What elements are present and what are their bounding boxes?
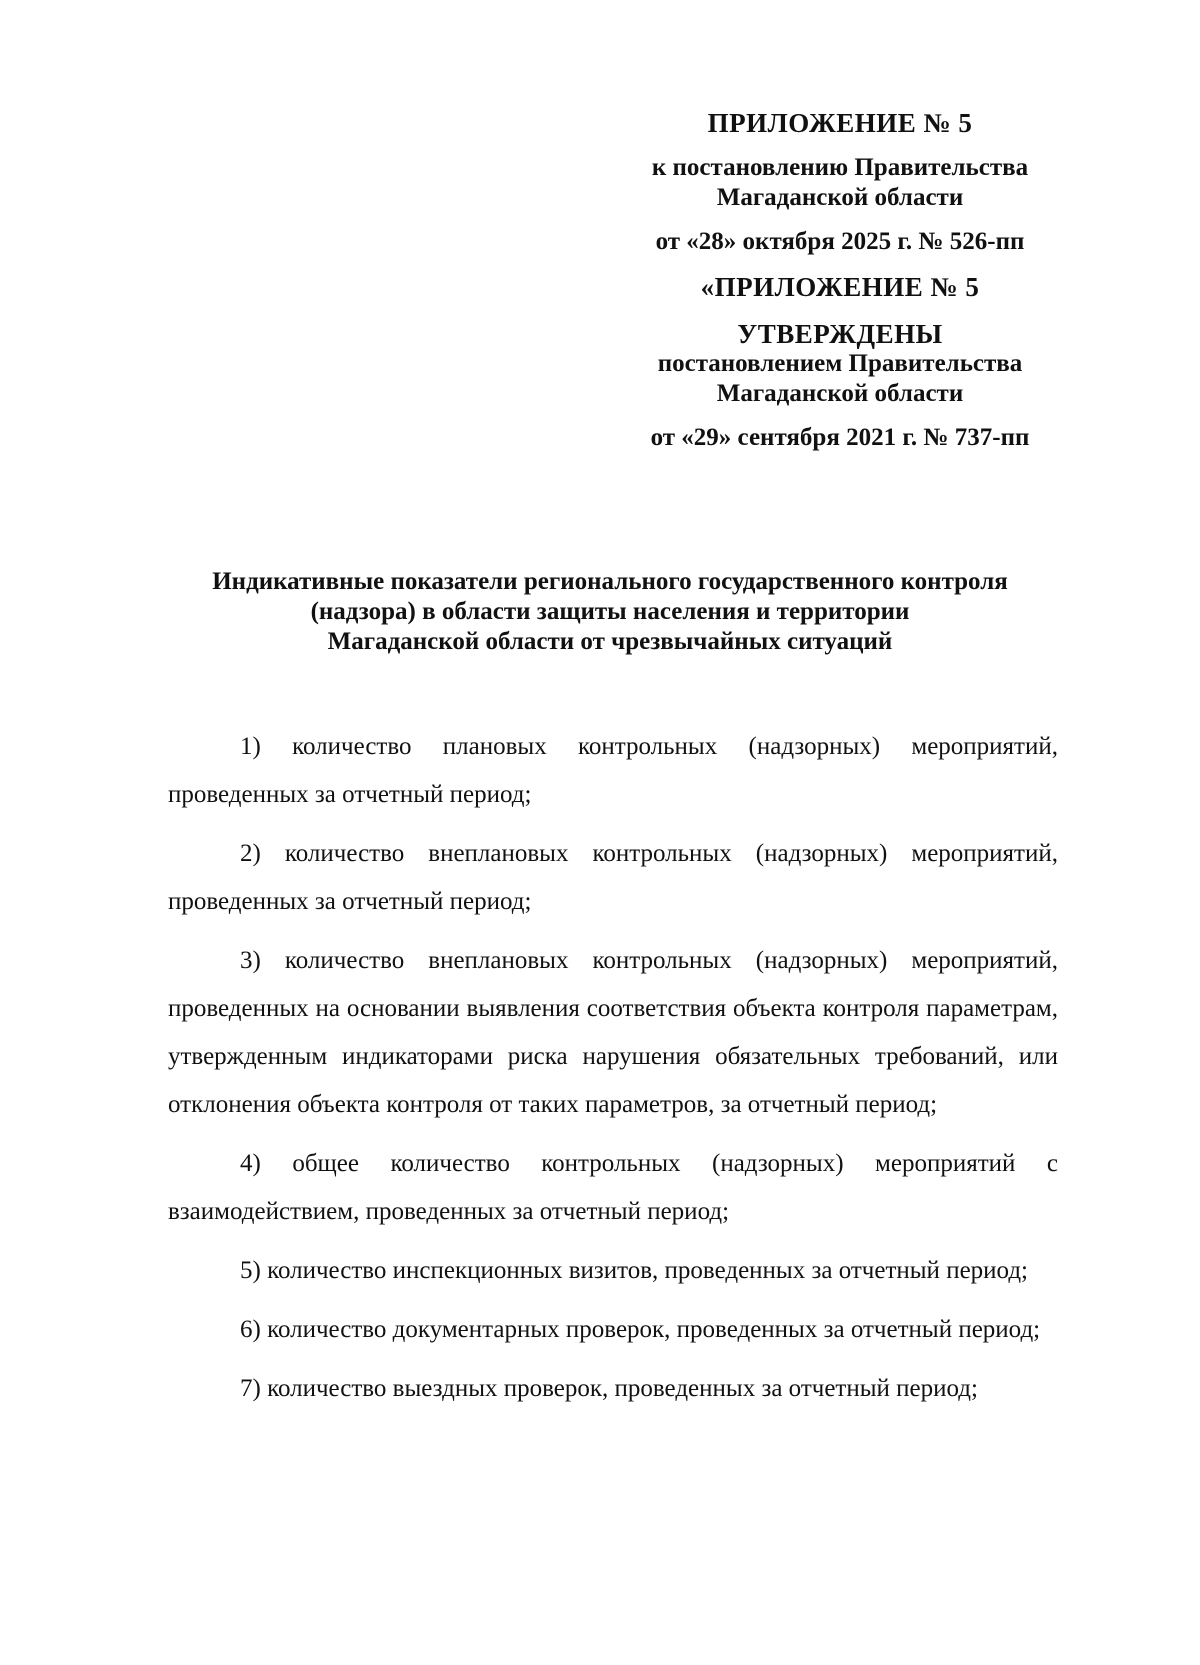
document-title-line: Индикативные показатели регионального государственного контроля (212, 568, 1008, 595)
appendix-date: от «28» октября 2025 г. № 526-пп (655, 228, 1025, 255)
document-title (160, 567, 1060, 657)
indicator-item: 4) общее количество контрольных (надзорных) мероприятий с взаимодействием, проведенных за отчетный период; (168, 1150, 1058, 1225)
appendix-header (620, 108, 1060, 257)
indicator-item: 3) количество внеплановых контрольных (надзорных) мероприятий, проведенных на основании выявления соответствия объекта контроля параметрам, утвержденным индикаторами риска нарушения обязательных требований, или отклонения объекта контроля от таких параметров, за отчетный период; (168, 947, 1058, 1118)
original-region-line: Магаданской области (716, 380, 964, 407)
indicator-list (168, 723, 1058, 1424)
original-appendix-title: «ПРИЛОЖЕНИЕ № 5 (700, 272, 980, 302)
original-appendix-date: от «29» сентября 2021 г. № 737-пп (650, 424, 1030, 451)
document-title-line: Магаданской области от чрезвычайных ситуаций (327, 628, 893, 655)
indicator-item: 2) количество внеплановых контрольных (надзорных) мероприятий, проведенных за отчетный период; (168, 840, 1058, 915)
indicator-item: 5) количество инспекционных визитов, проведенных за отчетный период; (240, 1257, 1028, 1284)
original-appendix-header (620, 272, 1060, 453)
original-resolution-line: постановлением Правительства (657, 350, 1023, 377)
appendix-region-line: Магаданской области (716, 184, 964, 211)
appendix-resolution-line: к постановлению Правительства (651, 154, 1029, 181)
indicator-item: 7) количество выездных проверок, проведенных за отчетный период; (240, 1375, 978, 1402)
indicator-item: 6) количество документарных проверок, проведенных за отчетный период; (240, 1316, 1041, 1343)
approved-label: УТВЕРЖДЕНЫ (737, 319, 943, 349)
document-title-line: (надзора) в области защиты населения и территории (310, 598, 910, 625)
appendix-title: ПРИЛОЖЕНИЕ № 5 (707, 108, 973, 138)
indicator-item: 1) количество плановых контрольных (надзорных) мероприятий, проведенных за отчетный период; (168, 733, 1058, 808)
